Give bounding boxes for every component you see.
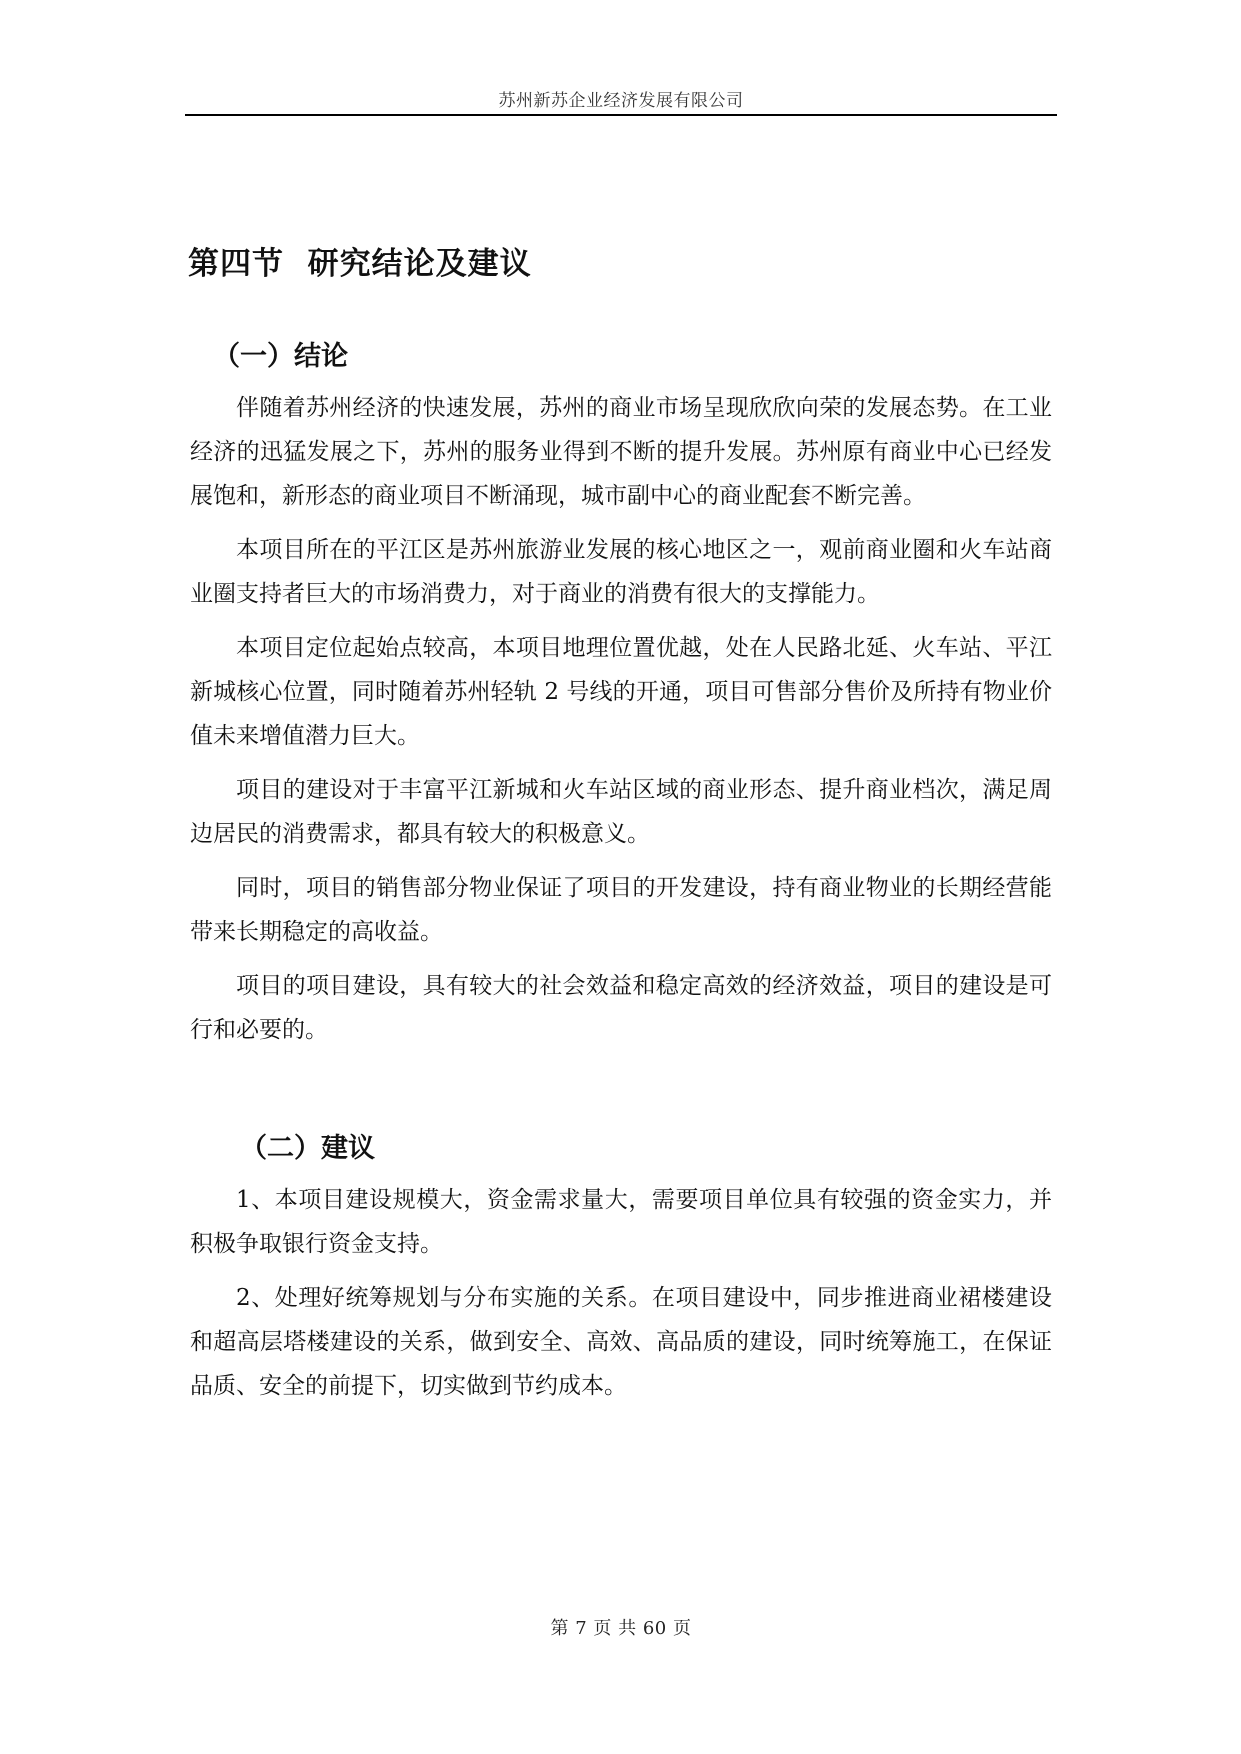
page-number: 第 7 页 共 60 页 [550, 1618, 692, 1639]
page-header: 苏州新苏企业经济发展有限公司 [498, 91, 744, 111]
section-title: 第四节 研究结论及建议 [188, 246, 532, 282]
conclusion-paragraph-3: 本项目定位起始点较高，本项目地理位置优越，处在人民路北延、火车站、平江新城核心位置，同时随着苏州轻轨 2 号线的开通，项目可售部分售价及所持有物业价值未来增值潜力巨大。 [190, 635, 1052, 749]
header-divider [185, 114, 1057, 116]
conclusion-paragraph-2: 本项目所在的平江区是苏州旅游业发展的核心地区之一，观前商业圈和火车站商业圈支持者巨大的市场消费力，对于商业的消费有很大的支撑能力。 [190, 537, 1052, 607]
conclusion-paragraph-6: 项目的项目建设，具有较大的社会效益和稳定高效的经济效益，项目的建设是可行和必要的。 [190, 973, 1052, 1043]
conclusion-paragraph-4: 项目的建设对于丰富平江新城和火车站区域的商业形态、提升商业档次，满足周边居民的消费需求，都具有较大的积极意义。 [190, 777, 1052, 847]
suggestion-heading: （二）建议 [240, 1133, 375, 1164]
conclusion-heading: （一）结论 [213, 341, 348, 372]
conclusion-paragraph-1: 伴随着苏州经济的快速发展，苏州的商业市场呈现欣欣向荣的发展态势。在工业经济的迅猛发展之下，苏州的服务业得到不断的提升发展。苏州原有商业中心已经发展饱和，新形态的商业项目不断涌现，城市副中心的商业配套不断完善。 [190, 395, 1052, 509]
conclusion-paragraph-5: 同时，项目的销售部分物业保证了项目的开发建设，持有商业物业的长期经营能带来长期稳定的高收益。 [190, 875, 1052, 945]
suggestion-paragraph-2: 2、处理好统筹规划与分布实施的关系。在项目建设中，同步推进商业裙楼建设和超高层塔楼建设的关系，做到安全、高效、高品质的建设，同时统筹施工，在保证品质、安全的前提下，切实做到节约成本。 [190, 1285, 1052, 1399]
suggestion-paragraph-1: 1、本项目建设规模大，资金需求量大，需要项目单位具有较强的资金实力，并积极争取银行资金支持。 [190, 1187, 1052, 1257]
